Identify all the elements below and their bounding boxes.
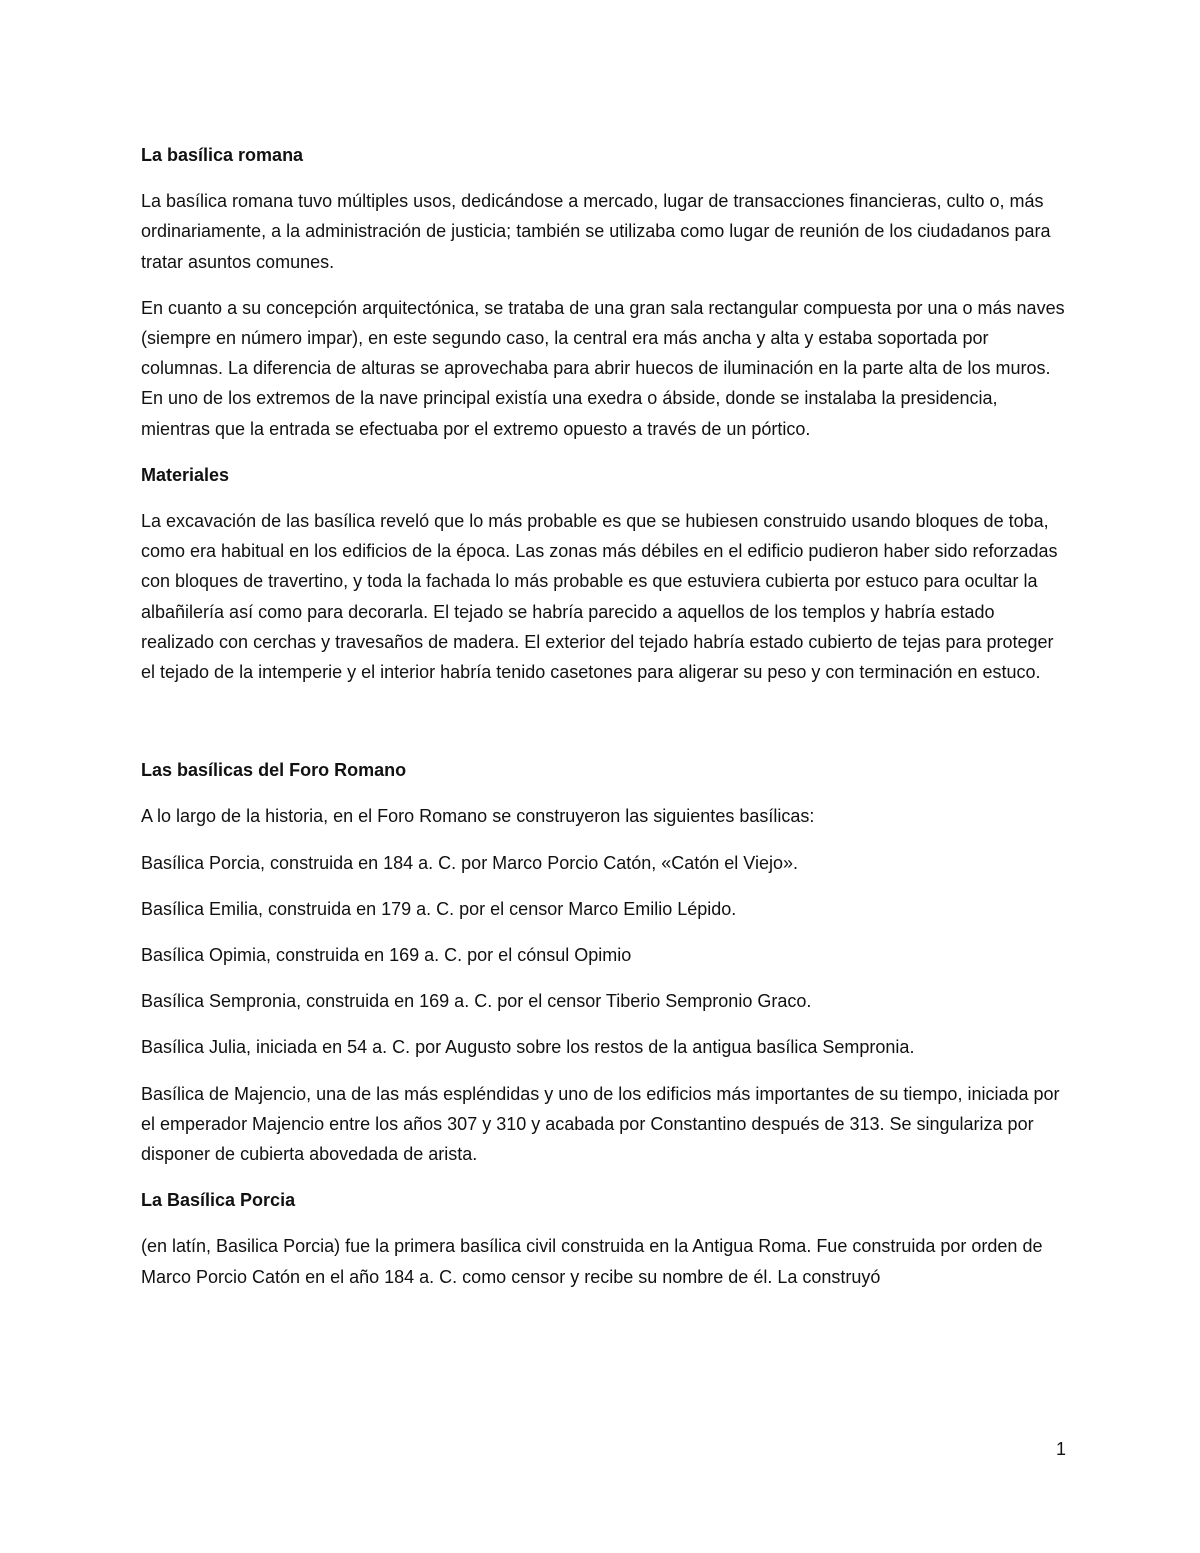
document-body (141, 140, 1066, 1308)
section-heading-basilicas-foro-romano: Las basílicas del Foro Romano (141, 760, 407, 781)
page-number: 1 (1055, 1439, 1066, 1459)
list-item: Basílica Porcia, construida en 184 a. C. por Marco Porcio Catón, «Catón el Viejo». (141, 852, 799, 873)
list-item: Basílica Opimia, construida en 169 a. C. por el cónsul Opimio (141, 945, 632, 966)
paragraph: A lo largo de la historia, en el Foro Romano se construyeron las siguientes basílicas: (141, 806, 815, 827)
blank-spacer (141, 703, 1066, 755)
list-item: Basílica Julia, iniciada en 54 a. C. por Augusto sobre los restos de la antigua basílica Sempronia. (141, 1037, 915, 1058)
section-heading-basilica-porcia: La Basílica Porcia (141, 1190, 296, 1211)
section-heading-basilica-romana: La basílica romana (141, 145, 304, 165)
list-item: Basílica Sempronia, construida en 169 a. C. por el censor Tiberio Sempronio Graco. (141, 991, 812, 1012)
list-item: Basílica Emilia, construida en 179 a. C. por el censor Marco Emilio Lépido. (141, 898, 737, 919)
paragraph: La excavación de las basílica reveló que lo más probable es que se hubiesen construido usando bloques de toba, como era habitual en los edificios de la época. Las zonas más débiles en el edificio pudieron haber sido reforzadas con bloques de travertino, y toda la fachada lo más probable es que estuviera cubierta por estuco para ocultar la albañilería así como para decorarla. El tejado se habría parecido a aquellos de los templos y habría estado realizado con cerchas y travesaños de madera. El exterior del tejado habría estado cubierto de tejas para proteger el tejado de la intemperie y el interior habría tenido casetones para aligerar su peso y con terminación en estuco. (141, 511, 1058, 683)
paragraph: En cuanto a su concepción arquitectónica, se trataba de una gran sala rectangular compuesta por una o más naves (siempre en número impar), en este segundo caso, la central era más ancha y alta y estaba soportada por columnas. La diferencia de alturas se aprovechaba para abrir huecos de iluminación en la parte alta de los muros. En uno de los extremos de la nave principal existía una exedra o ábside, donde se instalaba la presidencia, mientras que la entrada se efectuaba por el extremo opuesto a través de un pórtico. (141, 297, 1065, 439)
list-item: Basílica de Majencio, una de las más espléndidas y uno de los edificios más importantes de su tiempo, iniciada por el emperador Majencio entre los años 307 y 310 y acabada por Constantino después de 313. Se singulariza por disponer de cubierta abovedada de arista. (141, 1083, 1060, 1165)
paragraph: La basílica romana tuvo múltiples usos, dedicándose a mercado, lugar de transacciones financieras, culto o, más ordinariamente, a la administración de justicia; también se utilizaba como lugar de reunión de los ciudadanos para tratar asuntos comunes. (141, 191, 1051, 272)
section-heading-materiales: Materiales (141, 464, 230, 485)
paragraph: (en latín, Basilica Porcia) fue la primera basílica civil construida en la Antigua Roma. Fue construida por orden de Marco Porcio Catón en el año 184 a. C. como censor y recibe su nombre de él. La construyó (141, 1236, 1043, 1287)
